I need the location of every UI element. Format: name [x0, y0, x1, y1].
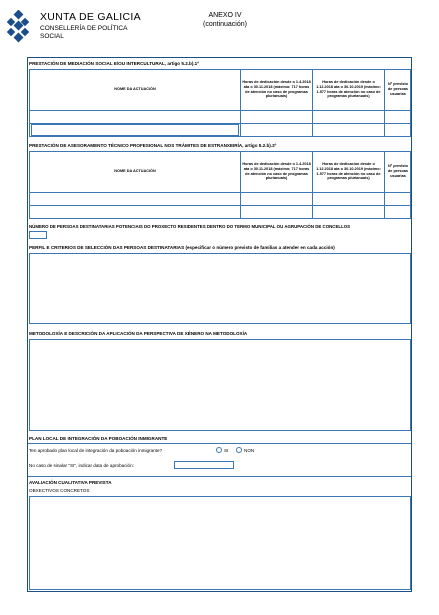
- profile-textarea[interactable]: [29, 253, 411, 324]
- section1-row-input[interactable]: [31, 124, 239, 136]
- radio-yes[interactable]: [216, 447, 222, 453]
- department-name: [40, 25, 127, 41]
- approval-date-input[interactable]: [174, 461, 234, 469]
- section1-divider: [240, 69, 241, 137]
- section2-col-persons: Nº previsto de persoas usuarias: [387, 164, 409, 178]
- radio-no-label: NON: [244, 448, 255, 453]
- department-line-2: SOCIAL: [40, 33, 64, 40]
- radio-yes-label: SI: [224, 448, 229, 453]
- potential-recipients-input[interactable]: [29, 231, 47, 239]
- objectives-label: OBXECTIVOS CONCRETOS: [29, 488, 90, 493]
- methodology-label: METODOLOXÍA E DESCRICIÓN DA APLICACIÓN DA PERSPECTIVA DE XÉNERO NA METODOLOXÍA: [29, 331, 248, 336]
- section2-col-hours-1: Horas de dedicación desde o 1.4.2018 ata o 30.11.2018 (máximo: 717 horas de atención no caso de programas plurianuais): [242, 161, 311, 181]
- section1-divider: [384, 69, 385, 137]
- section1-row-line: [30, 110, 410, 111]
- approval-date-label: No caso de sinalar "SI", indicar data de aprobación:: [29, 463, 134, 468]
- section2-row-line: [30, 205, 410, 206]
- annex-title: [190, 11, 260, 29]
- section1-col-hours-2: Horas de dedicación desde o 1.12.2018 ata o 30.10.2019 (máximo: 1.577 horas de atención no caso de programas plurianuais): [316, 79, 381, 99]
- evaluation-rule: [28, 476, 411, 477]
- annex-sublabel: (continuación): [203, 21, 247, 28]
- profile-label: PERFIL E CRITERIOS DE SELECCIÓN DAS PERSOAS DESTINATARIAS (especificar o número previsto de familias a atender en cada acción): [29, 245, 335, 250]
- section1-divider: [312, 69, 313, 137]
- section2-col-hours-2: Horas de dedicación desde o 1.12.2018 ata o 30.10.2019 (máximo: 1.577 horas de atención no caso de programas plurianuais): [316, 161, 381, 181]
- section1-title: PRESTACIÓN DE MEDIACIÓN SOCIAL E/OU INTERCULTURAL, artigo 5.2.b).1º: [29, 61, 199, 66]
- section1-col-persons: Nº previsto de persoas usuarias: [387, 82, 409, 96]
- integration-plan-question: Ten aprobado plan local de integración da poboación inmigrante?: [29, 448, 163, 453]
- section2-divider: [384, 151, 385, 219]
- section2-title: PRESTACIÓN DE ASESORAMENTO TÉCNICO PROFESIONAL NOS TRÁMITES DE ESTRANXEIRÍA, artigo 5.2.b).2º: [29, 143, 277, 148]
- section2-col-name: NOME DA ACTUACIÓN: [114, 169, 156, 174]
- annex-label: ANEXO IV: [208, 12, 242, 19]
- potential-recipients-label: NÚMERO DE PERSOAS DESTINATARIAS POTENCIAIS DO PROXECTO RESIDENTES DENTRO DO TERMO MUNICIPAL OU AGRUPACIÓN DE CONCELLOS: [29, 224, 351, 229]
- methodology-textarea[interactable]: [29, 339, 411, 431]
- objectives-textarea[interactable]: [29, 496, 411, 590]
- org-name: XUNTA DE GALICIA: [40, 11, 141, 23]
- radio-no[interactable]: [236, 447, 242, 453]
- section2-row-line: [30, 192, 410, 193]
- section1-col-hours-1: Horas de dedicación desde o 1.4.2018 ata o 30.11.2018 (máximo: 717 horas de atención no caso de programas plurianuais): [242, 79, 311, 99]
- section1-col-name: NOME DA ACTUACIÓN: [114, 87, 156, 92]
- xunta-logo-icon: [6, 10, 32, 44]
- integration-plan-rule: [28, 443, 411, 444]
- section2-divider: [240, 151, 241, 219]
- section2-divider: [312, 151, 313, 219]
- department-line-1: CONSELLERÍA DE POLÍTICA: [40, 25, 128, 32]
- integration-plan-title: PLAN LOCAL DE INTEGRACIÓN DA POBOACIÓN INMIGRANTE: [29, 436, 168, 441]
- evaluation-title: AVALIACIÓN CUALITATIVA PREVISTA: [29, 480, 112, 485]
